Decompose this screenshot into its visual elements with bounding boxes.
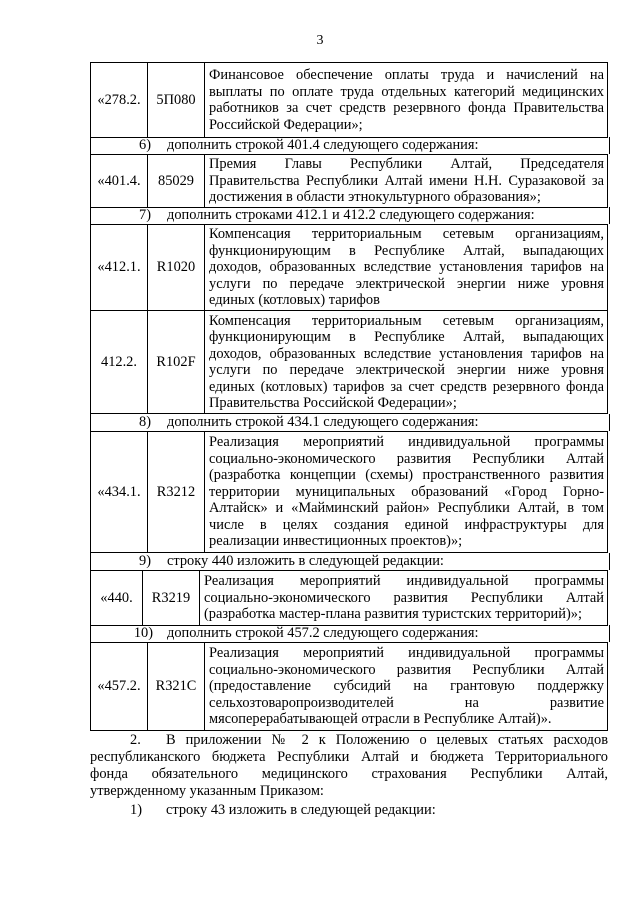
list-item (90, 137, 610, 154)
row-kcsr: R3212 (148, 432, 205, 553)
row-kcsr: R1020 (148, 225, 205, 311)
page-number: 3 (316, 33, 324, 48)
row-line: Реализация мероприятий индивидуальной программы (204, 573, 604, 590)
row-code: «278.2. (91, 63, 148, 138)
row-line: Алтайск» и «Майминский район» Республики Алтай, в том (209, 500, 604, 517)
row-description (205, 155, 608, 208)
paragraph-line: фонда обязательного медицинского страхования Республики Алтай, (90, 766, 608, 782)
row-code: «401.4. (91, 155, 148, 208)
row-description (205, 225, 608, 311)
paragraph-line: В приложении № 2 к Положению о целевых статьях расходов (166, 732, 608, 748)
sub-item-1 (90, 802, 608, 819)
item-number: 10) (133, 625, 153, 641)
row-kcsr: 85029 (148, 155, 205, 208)
row-line: сельхозтоваропроизводителей на развитие (209, 694, 604, 711)
table-block-3 (90, 224, 608, 414)
row-code: «440. (91, 571, 143, 626)
row-line: услуги по передаче электрической энергии ниже уровня (209, 275, 604, 292)
row-line: достижения в области этнокультурного образования»; (209, 189, 541, 206)
row-line: Финансовое обеспечение оплаты труда и начислений на (209, 67, 604, 83)
row-line: Правительства Российской Федерации»; (209, 395, 457, 411)
row-code: «457.2. (91, 643, 148, 731)
row-description (205, 643, 608, 731)
table-row (91, 225, 608, 311)
row-line: территории муниципальных образований «Город Горно- (209, 483, 604, 500)
row-description (200, 571, 608, 626)
table-block-5 (90, 570, 608, 626)
row-line: (разработка мастер-плана развития туристских территорий)»; (204, 606, 582, 623)
table-block-6 (90, 642, 608, 731)
row-description (205, 63, 608, 138)
list-item (90, 553, 610, 570)
paragraph-line: республиканского бюджета Республики Алтай и бюджета Территориального (90, 749, 608, 765)
row-line: Российской Федерации»; (209, 116, 363, 133)
row-line: социально-экономического развития Республики Алтай (204, 589, 604, 606)
row-line: мясоперерабатывающей отрасли в Республике Алтай)». (209, 711, 552, 728)
row-line: Премия Главы Республики Алтай, Председателя (209, 156, 604, 173)
row-code: «412.1. (91, 225, 148, 311)
row-line: (разработка концепции (схемы) пространственного развития (209, 467, 604, 484)
item-text: дополнить строками 412.1 и 412.2 следующего содержания: (167, 207, 535, 223)
table-block-4 (90, 431, 608, 553)
row-code: «434.1. (91, 432, 148, 553)
list-item (90, 414, 610, 431)
row-line: Реализация мероприятий индивидуальной программы (209, 434, 604, 451)
table-row (91, 155, 608, 208)
list-item (90, 625, 610, 642)
row-kcsr: 5П080 (148, 63, 205, 138)
row-description (205, 311, 608, 414)
row-kcsr: R321C (148, 643, 205, 731)
item-number: 1) (130, 802, 142, 818)
table-row (91, 571, 608, 626)
row-line: Компенсация территориальным сетевым организациям, (209, 226, 604, 243)
row-line: (предоставление субсидий на грантовую поддержку (209, 678, 604, 695)
table-block-1 (90, 62, 608, 138)
row-line: функционирующим в Республике Алтай, выпадающих (209, 242, 604, 259)
row-line: социально-экономического развития Республики Алтай (209, 450, 604, 467)
row-line: функционирующим в Республике Алтай, выпадающих (209, 329, 604, 345)
paragraph-2 (90, 732, 608, 800)
row-line: социально-экономического развития Республики Алтай (209, 661, 604, 678)
row-description (205, 432, 608, 553)
table-row (91, 432, 608, 553)
row-line: Реализация мероприятий индивидуальной программы (209, 645, 604, 662)
paragraph-number: 2. (130, 732, 141, 748)
item-number: 7) (139, 207, 151, 223)
row-line: доходов, образованных вследствие установления тарифов на (209, 259, 604, 276)
item-text: дополнить строкой 401.4 следующего содержания: (167, 137, 479, 153)
table-row (91, 311, 608, 414)
list-item (90, 207, 610, 224)
row-line: работников за счет средств резервного фонда Правительства (209, 100, 604, 116)
row-code: 412.2. (91, 311, 148, 414)
row-line: единых (котловых) тарифов (209, 292, 380, 309)
table-block-2 (90, 154, 608, 208)
item-number: 8) (139, 414, 151, 430)
item-text: строку 440 изложить в следующей редакции: (167, 553, 444, 569)
item-number: 9) (139, 553, 151, 569)
row-line: Правительства Республики Алтай имени Н.Н. Суразаковой за (209, 172, 604, 189)
row-line: единых (котловых) тарифов за счет средств резервного фонда (209, 378, 604, 395)
paragraph-line: утвержденному указанным Приказом: (90, 783, 324, 799)
row-line: числе в целях создания единой инфраструктуры для (209, 516, 604, 533)
table-row (91, 643, 608, 731)
item-text: строку 43 изложить в следующей редакции: (166, 802, 436, 818)
row-kcsr: R102F (148, 311, 205, 414)
paragraph-first-line (90, 732, 608, 749)
table-row (91, 63, 608, 138)
row-line: доходов, образованных вследствие установления тарифов на (209, 345, 604, 362)
row-kcsr: R3219 (143, 571, 200, 626)
row-line: выплаты по оплате труда отдельных категорий медицинских (209, 83, 604, 100)
row-line: Компенсация территориальным сетевым организациям, (209, 312, 604, 329)
item-text: дополнить строкой 434.1 следующего содержания: (167, 414, 479, 430)
row-line: услуги по передаче электрической энергии ниже уровня (209, 362, 604, 378)
row-line: реализации инвестиционных проектов)»; (209, 533, 463, 550)
item-text: дополнить строкой 457.2 следующего содержания: (167, 625, 479, 641)
item-number: 6) (139, 137, 151, 153)
